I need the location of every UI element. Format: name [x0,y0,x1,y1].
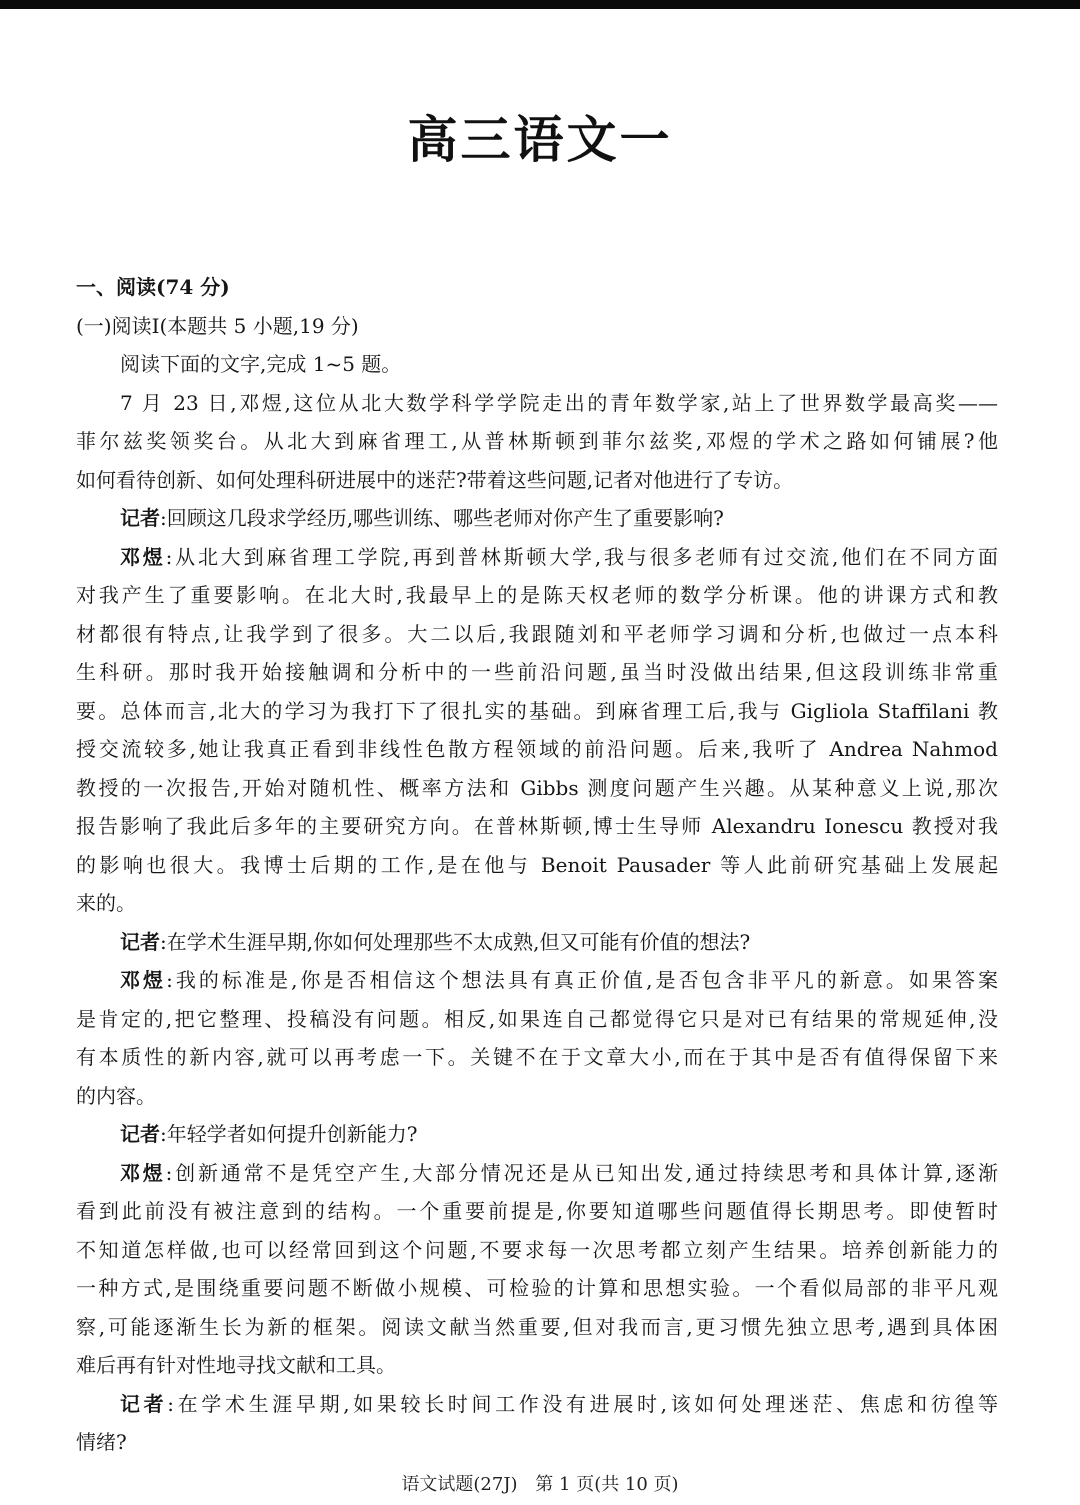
text-line: 是肯定的,把它整理、投稿没有问题。相反,如果连自己都觉得它只是对已有结果的常规延伸,没 [76,1006,998,1031]
speaker-label: 邓煜 [120,1160,166,1185]
text-line: 情绪? [76,1430,127,1454]
top-edge-bar [0,0,1080,9]
intro-line: 菲尔兹奖领奖台。从北大到麻省理工,从普林斯顿到菲尔兹奖,邓煜的学术之路如何铺展?他 [76,429,998,453]
line-text: 回顾这几段求学经历,哪些训练、哪些老师对你产生了重要影响? [166,506,724,530]
page-title: 高三语文一 [407,111,673,169]
speaker-label: 邓煜 [120,968,167,992]
page-footer [0,1470,1080,1500]
text-line: 授交流较多,她让我真正看到非线性色散方程领域的前沿问题。后来,我听了 Andrea Nahmod [76,737,998,761]
text-line: 材都很有特点,让我学到了很多。大二以后,我跟随刘和平老师学习调和分析,也做过一点本科 [76,621,998,646]
text-line: 记者:在学术生涯早期,如果较长时间工作没有进展时,该如何处理迷茫、焦虑和彷徨等 [120,1391,998,1416]
answer-paragraph [76,538,998,923]
line-text: 在学术生涯早期,如果较长时间工作没有进展时,该如何处理迷茫、焦虑和彷徨等 [174,1391,998,1416]
subsection-heading: (一)阅读Ⅰ(本题共 5 小题,19 分) [76,313,359,338]
speaker-label: 记者 [120,929,160,954]
speaker-label: 记者 [120,1391,168,1416]
reporter-question [76,499,998,538]
text-line: 看到此前没有被注意到的结构。一个重要前提是,你要知道哪些问题值得长期思考。即使暂时 [76,1199,998,1223]
intro-paragraph [76,384,998,500]
text-line: 教授的一次报告,开始对随机性、概率方法和 Gibbs 测度问题产生兴趣。从某种意义上说,那次 [76,775,998,800]
intro-line: 7 月 23 日,邓煜,这位从北大数学科学学院走出的青年数学家,站上了世界数学最高奖—— [120,390,998,415]
text-line: 要。总体而言,北大的学习为我打下了很扎实的基础。到麻省理工后,我与 Gigliola Staffilani 教 [76,698,998,723]
answer-paragraph [76,961,998,1115]
reporter-question [76,923,998,962]
interview-qa [76,499,998,1462]
instruction-text: 阅读下面的文字,完成 1~5 题。 [120,352,402,376]
text-line: 报告影响了我此后多年的主要研究方向。在普林斯顿,博士生导师 Alexandru Ionescu 教授对我 [76,814,998,838]
line-text: 在学术生涯早期,你如何处理那些不太成熟,但又可能有价值的想法? [166,929,751,954]
text-line: 记者:年轻学者如何提升创新能力? [120,1122,418,1146]
text-line: 的影响也很大。我博士后期的工作,是在他与 Benoit Pausader 等人此前研究基础上发展起 [76,852,998,877]
speaker-label: 邓煜 [120,544,166,569]
text-line: 生科研。那时我开始接触调和分析中的一些前沿问题,虽当时没做出结果,但这段训练非常重 [76,660,998,684]
text-line: 邓煜:我的标准是,你是否相信这个想法具有真正价值,是否包含非平凡的新意。如果答案 [120,968,998,992]
page-number: 第 1 页(共 10 页) [535,1474,679,1495]
text-line: 对我产生了重要影响。在北大时,我最早上的是陈天权老师的数学分析课。他的讲课方式和教 [76,583,998,607]
text-line: 的内容。 [76,1083,156,1108]
intro-line: 如何看待创新、如何处理科研进展中的迷茫?带着这些问题,记者对他进行了专访。 [76,467,794,492]
speaker-label: 记者 [120,1122,160,1146]
reporter-question [76,1385,998,1462]
text-line: 有本质性的新内容,就可以再考虑一下。关键不在于文章大小,而在于其中是否有值得保留下来 [76,1045,998,1069]
answer-paragraph [76,1154,998,1385]
exam-label: 语文试题(27J) [401,1474,518,1495]
text-line: 察,可能逐渐生长为新的框架。阅读文献当然重要,但对我而言,更习惯先独立思考,遇到具体困 [76,1314,998,1339]
section-heading: 一、阅读(74 分) [76,275,230,299]
text-line: 难后再有针对性地寻找文献和工具。 [76,1353,396,1377]
text-line: 不知道怎样做,也可以经常回到这个问题,不要求每一次思考都立刻产生结果。培养创新能力的 [76,1237,998,1262]
line-text: 我的标准是,你是否相信这个想法具有真正价值,是否包含非平凡的新意。如果答案 [172,968,998,992]
line-text: 创新通常不是凭空产生,大部分情况还是从已知出发,通过持续思考和具体计算,逐渐 [172,1160,998,1185]
text-line: 记者:回顾这几段求学经历,哪些训练、哪些老师对你产生了重要影响? [120,506,724,530]
text-line: 邓煜:创新通常不是凭空产生,大部分情况还是从已知出发,通过持续思考和具体计算,逐渐 [120,1160,998,1185]
speaker-label: 记者 [120,506,160,530]
text-line: 来的。 [76,891,136,915]
text-line: 邓煜:从北大到麻省理工学院,再到普林斯顿大学,我与很多老师有过交流,他们在不同方面 [120,544,998,569]
line-text: 从北大到麻省理工学院,再到普林斯顿大学,我与很多老师有过交流,他们在不同方面 [172,544,998,569]
text-line: 记者:在学术生涯早期,你如何处理那些不太成熟,但又可能有价值的想法? [120,929,751,954]
document-body [76,268,998,1462]
reporter-question [76,1115,998,1154]
line-text: 年轻学者如何提升创新能力? [166,1122,418,1146]
text-line: 一种方式,是围绕重要问题不断做小规模、可检验的计算和思想实验。一个看似局部的非平凡观 [76,1276,998,1300]
